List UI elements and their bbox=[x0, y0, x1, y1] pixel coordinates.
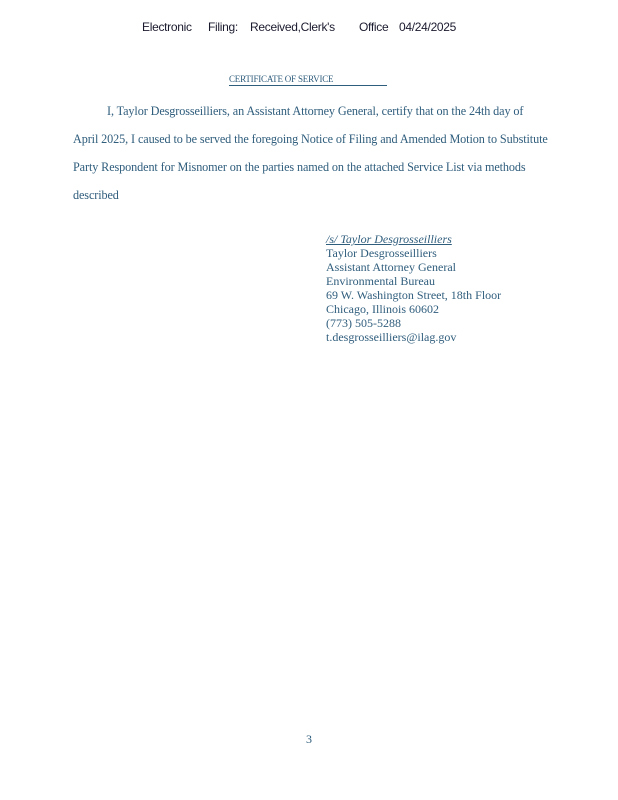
stamp-filing: Filing: bbox=[208, 20, 238, 34]
signer-bureau: Environmental Bureau bbox=[326, 274, 435, 288]
signer-city: Chicago, Illinois 60602 bbox=[326, 302, 439, 316]
stamp-date: 04/24/2025 bbox=[399, 20, 457, 34]
signature-block bbox=[326, 232, 501, 344]
electronic-signature: /s/ Taylor Desgrosseilliers bbox=[326, 232, 452, 246]
signer-email: t.desgrosseilliers@ilag.gov bbox=[326, 330, 457, 344]
signer-phone: (773) 505-5288 bbox=[326, 316, 401, 330]
body-line-4: described bbox=[73, 188, 119, 202]
signer-name: Taylor Desgrosseilliers bbox=[326, 246, 437, 260]
page-number: 3 bbox=[306, 732, 312, 746]
stamp-electronic: Electronic bbox=[142, 20, 192, 34]
body-line-3: Party Respondent for Misnomer on the parties named on the attached Service List via methods bbox=[73, 160, 526, 174]
stamp-received: Received,Clerk's bbox=[250, 20, 335, 34]
body-line-2: April 2025, I caused to be served the foregoing Notice of Filing and Amended Motion to Substitute bbox=[73, 132, 548, 146]
signer-title: Assistant Attorney General bbox=[326, 260, 456, 274]
stamp-office: Office bbox=[359, 20, 389, 34]
body-line-1: I, Taylor Desgrosseilliers, an Assistant Attorney General, certify that on the 24th day of bbox=[107, 104, 524, 118]
signer-address: 69 W. Washington Street, 18th Floor bbox=[326, 288, 502, 302]
document-title: CERTIFICATE OF SERVICE bbox=[229, 74, 387, 86]
